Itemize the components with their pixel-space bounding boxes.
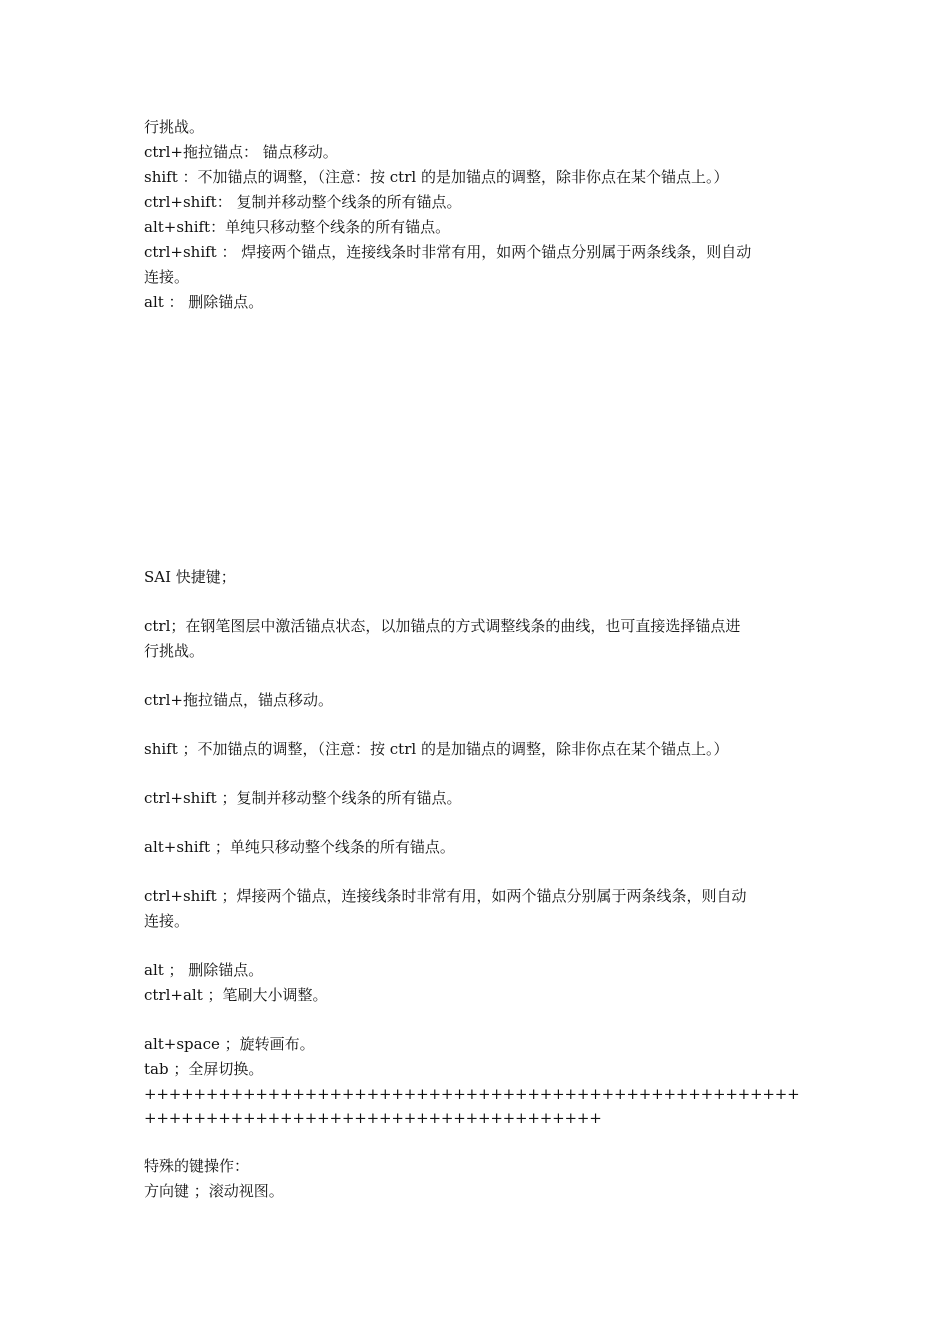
text-line: alt ； 删除锚点。: [144, 961, 264, 979]
text-line: alt+space ；旋转画布。: [144, 1035, 315, 1053]
text-line: tab ；全屏切换。: [144, 1060, 264, 1078]
text-line: ctrl+shift： 复制并移动整个线条的所有锚点。: [144, 193, 462, 211]
text-line: shift ；不加锚点的调整，（注意：按 ctrl 的是加锚点的调整，除非你点在某个锚点上。）: [144, 740, 729, 758]
text-line: alt+shift：单纯只移动整个线条的所有锚点。: [144, 218, 451, 236]
spacer: [144, 1008, 814, 1032]
text-line: 连接。: [144, 268, 190, 286]
spacer: [144, 762, 814, 786]
text-line: ctrl；在钢笔图层中激活锚点状态，以加锚点的方式调整线条的曲线，也可直接选择锚点进: [144, 617, 741, 635]
spacer: [144, 713, 814, 737]
spacer: [144, 590, 814, 614]
separator-line: ++++++++++++++++++++++++++++++++++++++++++++++++++++++++++++++++++++++++++++++++++++++++++: [144, 1085, 800, 1127]
text-line: ctrl+alt ；笔刷大小调整。: [144, 986, 328, 1004]
text-line: shift ：不加锚点的调整，（注意：按 ctrl 的是加锚点的调整，除非你点在某个锚点上。）: [144, 168, 729, 186]
text-line: alt+shift ；单纯只移动整个线条的所有锚点。: [144, 838, 455, 856]
spacer: [144, 811, 814, 835]
sai-shortcuts-section: [144, 565, 814, 1204]
section-heading: 特殊的键操作：: [144, 1157, 250, 1175]
text-line: 连接。: [144, 912, 190, 930]
text-line: 行挑战。: [144, 118, 205, 136]
spacer: [144, 860, 814, 884]
text-line: ctrl+拖拉锚点，锚点移动。: [144, 691, 333, 709]
text-line: 方向键 ；滚动视图。: [144, 1182, 284, 1200]
text-line: ctrl+shift ；复制并移动整个线条的所有锚点。: [144, 789, 462, 807]
text-line: ctrl+shift ；焊接两个锚点，连接线条时非常有用，如两个锚点分别属于两条线条，则自动: [144, 887, 747, 905]
text-line: alt ： 删除锚点。: [144, 293, 264, 311]
spacer: [144, 1130, 814, 1154]
section-heading: SAI 快捷键；: [144, 568, 236, 586]
text-line: ctrl+拖拉锚点： 锚点移动。: [144, 143, 338, 161]
shortcut-list-continued: [144, 115, 814, 315]
text-line: ctrl+shift ： 焊接两个锚点，连接线条时非常有用，如两个锚点分别属于两条线条，则自动: [144, 243, 752, 261]
text-line: 行挑战。: [144, 642, 205, 660]
spacer: [144, 664, 814, 688]
spacer: [144, 934, 814, 958]
